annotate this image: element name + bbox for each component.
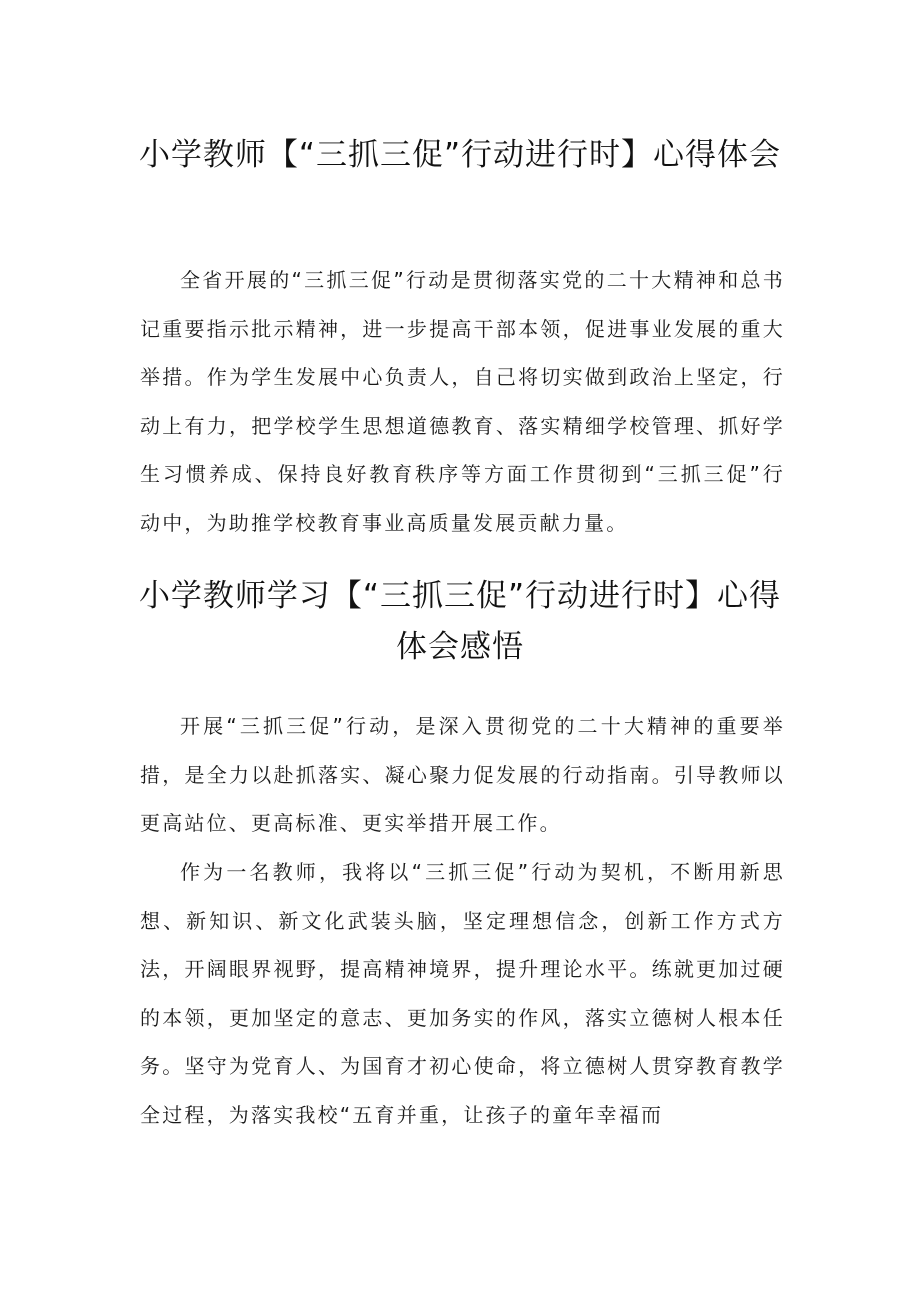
section1-paragraph: 全省开展的“三抓三促”行动是贯彻落实党的二十大精神和总书记重要指示批示精神，进一步提高干部本领，促进事业发展的重大举措。作为学生发展中心负责人，自己将切实做到政治上坚定，行动上有力，把学校学生思想道德教育、落实精细学校管理、抓好学生习惯养成、保持良好教育秩序等方面工作贯彻到“三抓三促”行动中，为助推学校教育事业高质量发展贡献力量。	[140, 268, 785, 535]
section2-paragraph-2: 作为一名教师，我将以“三抓三促”行动为契机，不断用新思想、新知识、新文化武装头脑，坚定理想信念，创新工作方式方法，开阔眼界视野，提高精神境界，提升理论水平。练就更加过硬的本领，更加坚定的意志、更加务实的作风，落实立德树人根本任务。坚守为党育人、为国育才初心使命，将立德树人贯穿教育教学全过程，为落实我校“五育并重，让孩子的童年幸福而	[140, 860, 785, 1127]
section2-paragraph-1: 开展“三抓三促”行动，是深入贯彻党的二十大精神的重要举措，是全力以赴抓落实、凝心聚力促发展的行动指南。引导教师以更高站位、更高标准、更实举措开展工作。	[140, 714, 785, 835]
section2-title: 小学教师学习【“三抓三促”行动进行时】心得体会感悟	[138, 578, 782, 665]
section1-title: 小学教师【“三抓三促”行动进行时】心得体会	[138, 137, 782, 173]
